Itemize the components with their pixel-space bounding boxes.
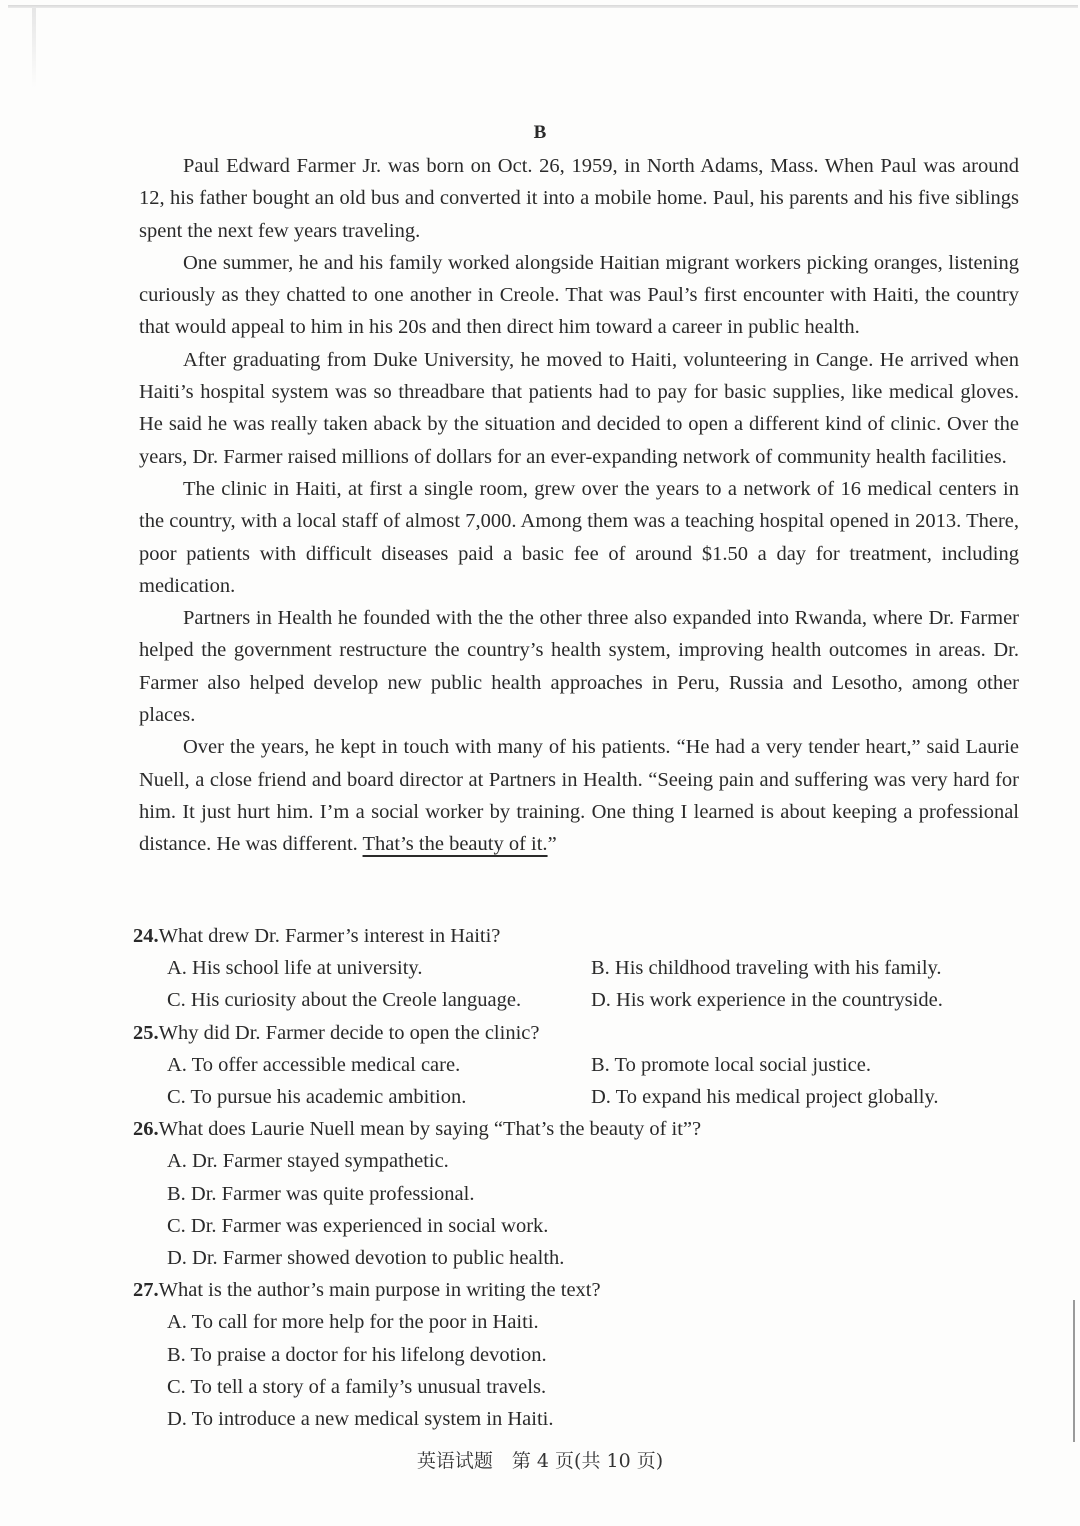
question-25	[133, 1017, 1023, 1114]
options	[133, 1049, 1023, 1113]
option-d[interactable]: D. Dr. Farmer showed devotion to public health.	[167, 1247, 565, 1270]
reading-passage	[139, 150, 1019, 861]
option-d[interactable]: D. To introduce a new medical system in Haiti.	[167, 1408, 554, 1431]
option-b[interactable]: B. To promote local social justice.	[591, 1053, 872, 1076]
question-27	[133, 1274, 1023, 1435]
passage-paragraph-1: Paul Edward Farmer Jr. was born on Oct. 26, 1959, in North Adams, Mass. When Paul was around 12, his father bought an old bus and converted it into a mobile home. Paul, his parents and his five siblings spent the next few years traveling.	[139, 155, 1019, 242]
question-number: 24.	[133, 925, 159, 947]
question-stem: What drew Dr. Farmer’s interest in Haiti?	[158, 925, 501, 947]
option-d[interactable]: D. To expand his medical project globally.	[591, 1086, 939, 1109]
question-26	[133, 1113, 1023, 1274]
question-24	[133, 920, 1023, 1017]
page-footer: 英语试题 第 4 页(共 10 页)	[416, 1450, 664, 1472]
paragraph-6-text: Over the years, he kept in touch with many of his patients. “He had a very tender heart,” said Laurie Nuell, a close friend and board director at Partners in Health. “Seeing pain and suffering was very hard for him. It just hurt him. I’m a social worker by training. One thing I learned is about keeping a professional distance. He was different.	[139, 736, 1019, 856]
closing-quote: ”	[547, 833, 557, 856]
options	[133, 1306, 1023, 1435]
page-left-shadow	[32, 8, 36, 88]
question-list	[133, 920, 1023, 1435]
page-top-edge	[8, 5, 1078, 8]
page-right-edge-line	[1073, 1300, 1075, 1442]
underlined-quote: That’s the beauty of it.	[362, 833, 548, 856]
passage-paragraph-6	[139, 731, 1019, 860]
option-b[interactable]: B. To praise a doctor for his lifelong devotion.	[167, 1343, 547, 1366]
option-a[interactable]: A. Dr. Farmer stayed sympathetic.	[167, 1150, 449, 1173]
option-c[interactable]: C. Dr. Farmer was experienced in social work.	[167, 1214, 549, 1237]
passage-paragraph-4: The clinic in Haiti, at first a single room, grew over the years to a network of 16 medical centers in the country, with a local staff of almost 7,000. Among them was a teaching hospital opened in 2013. There, poor patients with difficult diseases paid a basic fee of around $1.50 a day for treatment, including medication.	[139, 477, 1019, 597]
option-c[interactable]: C. His curiosity about the Creole language.	[167, 989, 522, 1012]
question-stem: What is the author’s main purpose in writing the text?	[158, 1279, 601, 1302]
options	[133, 952, 1023, 1016]
passage-paragraph-2: One summer, he and his family worked alongside Haitian migrant workers picking oranges, listening curiously as they chatted to one another in Creole. That was Paul’s first encounter with Haiti, the country that would appeal to him in his 20s and then direct him toward a career in public health.	[139, 251, 1019, 339]
option-a[interactable]: A. His school life at university.	[167, 957, 423, 980]
question-stem: What does Laurie Nuell mean by saying “That’s the beauty of it”?	[158, 1118, 702, 1141]
option-c[interactable]: C. To pursue his academic ambition.	[167, 1086, 467, 1109]
option-b[interactable]: B. His childhood traveling with his family.	[591, 957, 942, 980]
options	[133, 1145, 1023, 1274]
option-a[interactable]: A. To call for more help for the poor in Haiti.	[167, 1311, 539, 1334]
passage-paragraph-3: After graduating from Duke University, he moved to Haiti, volunteering in Cange. He arrived when Haiti’s hospital system was so threadbare that patients had to pay for basic supplies, like medical gloves. He said he was really taken aback by the situation and decided to open a different kind of clinic. Over the years, Dr. Farmer raised millions of dollars for an ever-expanding network of community health facilities.	[139, 348, 1019, 468]
option-c[interactable]: C. To tell a story of a family’s unusual travels.	[167, 1375, 547, 1398]
question-stem: Why did Dr. Farmer decide to open the clinic?	[158, 1021, 540, 1044]
question-number: 26.	[133, 1118, 159, 1141]
option-b[interactable]: B. Dr. Farmer was quite professional.	[167, 1182, 475, 1205]
passage-paragraph-5: Partners in Health he founded with the the other three also expanded into Rwanda, where Dr. Farmer helped the government restructure the country’s health system, improving health outcomes in areas. Dr. Farmer also helped develop new public health approaches in Peru, Russia and Lesotho, among other places.	[139, 607, 1019, 727]
option-d[interactable]: D. His work experience in the countryside.	[591, 989, 943, 1012]
question-number: 25.	[133, 1021, 159, 1044]
option-a[interactable]: A. To offer accessible medical care.	[167, 1053, 461, 1076]
question-number: 27.	[133, 1279, 159, 1302]
section-heading: B	[533, 122, 547, 143]
